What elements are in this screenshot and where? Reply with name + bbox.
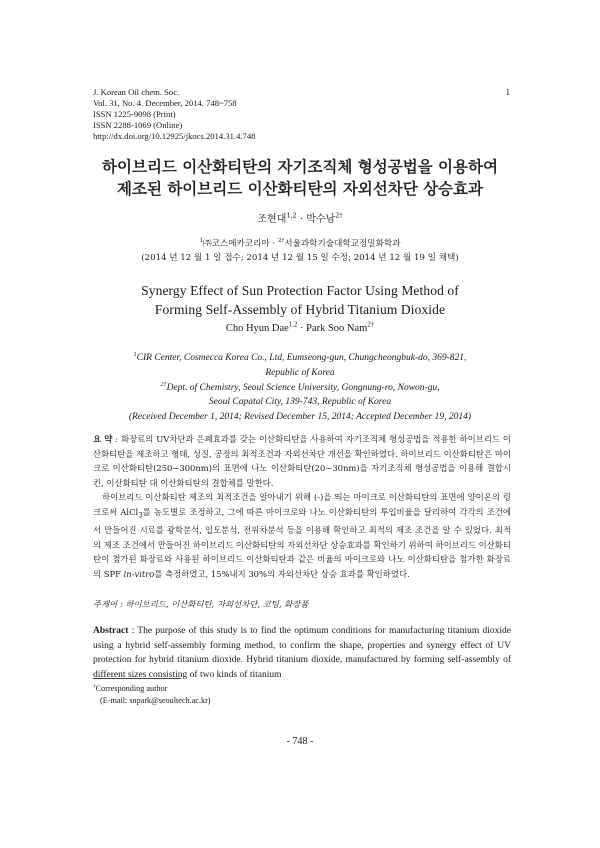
korean-dates: (2014 년 12 월 1 일 접수; 2014 년 12 월 15 일 수정; 2014 년 12 월 19 일 채택) xyxy=(141,252,459,263)
corner-page-number: 1 xyxy=(505,87,510,97)
page-footer-number: - 748 - xyxy=(286,736,314,747)
english-abstract-label: Abstract xyxy=(93,626,129,636)
korean-abstract-label: 요 약 xyxy=(93,434,113,444)
footnote: †Corresponding author (E-mail: snpark@seoultech.ac.kr) xyxy=(93,683,211,705)
korean-affiliations: $^1$㈜코스메카코리아 · $^{2\dagger}$서울과학기술대학교정밀화학과 (2014 년 12 월 1 일 접수; 2014 년 12 월 15 일 수정; 2014 년 12 월 19 일 채택) xyxy=(60,238,540,265)
korean-author-1-sup: 1,2 xyxy=(286,211,297,220)
korean-author-1: 조현대 xyxy=(257,214,287,225)
issn-online: ISSN 2288-1069 (Online) xyxy=(93,120,183,130)
korean-author-2-sup: 2† xyxy=(335,211,343,220)
korean-authors: 조현대$^{1,2}$ · 박수남$^{2\dagger}$ xyxy=(257,211,343,225)
keywords-text: 하이브리드, 이산화티탄, 자외선차단, 코팅, 화장품 xyxy=(125,599,309,609)
korean-abstract-p1: 화장료의 UV차단과 은폐효과를 갖는 이산화티탄을 사용하여 자기조직체 형성공법을 적용한 하이브리드 이산화티탄을 제조하고 형태, 성질, 공정의 최적조건과 자외선차단 개선을 확인하였다. 하이브리드 이산화티탄은 마이크로 이산화티탄(250~300nm)의 표면에 나노 이산화티탄(20~30nm)을 자기조직체 형성공법을 이용해 결합시킨, 이산화티탄 대 이산화티탄의 결합체를 말한다. xyxy=(93,434,511,488)
korean-title-line-1: 하이브리드 이산화티탄의 자기조직체 형성공법을 이용하여 xyxy=(102,157,498,176)
english-affiliation-1-line-2: Republic of Korea xyxy=(265,367,335,378)
journal-volume: Vol. 31, No. 4. December, 2014. 748~758 xyxy=(93,98,237,108)
keywords: 주제어 : 하이브리드, 이산화티탄, 자외선차단, 코팅, 화장품 xyxy=(93,599,309,609)
journal-name: J. Korean Oil chem. Soc. xyxy=(93,87,180,97)
english-affiliation-2-line-2: Seoul Capatal City, 139-743, Republic of Korea xyxy=(208,397,392,408)
english-affiliations: $^1$CIR Center, Cosmecca Korea Co., Ltd, Eumseong-gun, Chungcheongbuk-do, 369-821, Republic of Korea $^{2\dagger}$Dept. of Chemistry, Seoul Science University, Gongnung-ro, Nowon-gu, Seoul Capatal City, 139-743, Republic of Korea (Received December 1, 2014; Revised December 15, 2014; Accepted December 19, 2014) xyxy=(60,351,540,425)
korean-abstract-p2: 하이브리드 이산화티탄 제조의 최적조건을 알아내기 위해 (-)을 띄는 마이크로 이산화티탄의 표면에 양이온의 링크로써 AlCl$_3$를 농도별로 조정하고, 그에 따른 마이크로와 나노 이산화티탄의 투입비율을 달리하여 각각의 조건에서 만들어진 시료를 광학분석, 입도분석, 전위차분석 등을 이용해 확인하고 최적의 제조 조건을 알 수 있었다. 최적의 제조 조건에서 만들어진 하이브리드 이산화티탄의 자외선차단 상승효과를 확인하기 위하여 하이브리드 이산화티탄이 첨가된 화장료와 사용된 하이브리드 이산화티탄과 같은 비율의 마이크로와 나노 이산화티탄을 첨가한 화장료의 SPF in-vitro를 측정하였고, 15%내지 30%의 자외선차단 상승 효과를 확인하였다. xyxy=(93,492,511,580)
korean-title-line-2: 제조된 하이브리드 이산화티탄의 자외선차단 상승효과 xyxy=(117,179,483,198)
english-abstract: Abstract : The purpose of this study is to find the optimum conditions for manufacturing titanium dioxide using a hybrid self-assembly forming method, to confirm the shape, properties and synergy effect of UV protection for hybrid titanium dioxide. Hybrid titanium dioxide, manufactured by forming self-assembly of different sizes consisting of two kinds of titanium xyxy=(93,626,512,680)
footnote-divider xyxy=(93,678,181,679)
english-title xyxy=(60,281,540,319)
doi-link[interactable]: http://dx.doi.org/10.12925/jkocs.2014.31.4.748 xyxy=(93,131,256,141)
english-dates: (Received December 1, 2014; Revised December 15, 2014; Accepted December 19, 2014) xyxy=(128,412,472,423)
korean-abstract: 요 약 : 화장료의 UV차단과 은폐효과를 갖는 이산화티탄을 사용하여 자기조직체 형성공법을 적용한 하이브리드 이산화티탄을 제조하고 형태, 성질, 공정의 최적조건과 자외선차단 개선을 확인하였다. 하이브리드 이산화티탄은 마이크로 이산화티탄(250~300nm)의 표면에 나노 이산화티탄(20~30nm)을 자기조직체 형성공법을 이용해 결합시킨, 이산화티탄 대 이산화티탄의 결합체를 말한다. 하이브리드 이산화티탄 제조의 최적조건을 알아내기 위해 (-)을 띄는 마이크로 이산화티탄의 표면에 양이온의 링크로써 AlCl$_3$를 농도별로 조정하고, 그에 따른 마이크로와 나노 이산화티탄의 투입비율을 달리하여 각각의 조건에서 만들어진 시료를 광학분석, 입도분석, 전위차분석 등을 이용해 확인하고 최적의 제조 조건을 알 수 있었다. 최적의 제조 조건에서 만들어진 하이브리드 이산화티탄의 자외선차단 상승효과를 확인하기 위하여 하이브리드 이산화티탄이 첨가된 화장료와 사용된 하이브리드 이산화티탄과 같은 비율의 마이크로와 나노 이산화티탄을 첨가한 화장료의 SPF in-vitro를 측정하였고, 15%내지 30%의 자외선차단 상승 효과를 확인하였다. xyxy=(93,432,511,582)
english-author-1: Cho Hyun Dae xyxy=(225,323,289,334)
footnote-label: Corresponding author xyxy=(95,684,168,693)
english-abstract-text: The purpose of this study is to find the optimum conditions for manufacturing titanium dioxide using a hybrid self-assembly forming method, to confirm the shape, properties and synergy effect of UV protection for hybrid titanium dioxide. Hybrid titanium dioxide, manufactured by forming self-assembly of different sizes consisting of two kinds of titanium xyxy=(93,626,512,680)
english-authors: Cho Hyun Dae$^{1,2}$ · Park Soo Nam$^{2\dagger}$ xyxy=(225,321,375,334)
english-author-2: Park Soo Nam xyxy=(306,323,368,334)
korean-author-2: 박수남 xyxy=(306,214,336,225)
english-affiliation-1-line-1: CIR Center, Cosmecca Korea Co., Ltd, Eumseong-gun, Chungcheongbuk-do, 369-821, xyxy=(136,353,467,363)
journal-header xyxy=(93,87,255,142)
issn-print: ISSN 1225-9098 (Print) xyxy=(93,109,176,119)
english-title-line-2: Forming Self-Assembly of Hybrid Titanium Dioxide xyxy=(154,302,446,317)
korean-title xyxy=(60,156,540,200)
korean-affiliation-1: ㈜코스메카코리아 · xyxy=(203,239,278,249)
footnote-email[interactable]: (E-mail: snpark@seoultech.ac.kr) xyxy=(100,695,211,705)
english-affiliation-2-line-1: Dept. of Chemistry, Seoul Science University, Gongnung-ro, Nowon-gu, xyxy=(166,382,440,393)
korean-affiliation-2: 서울과학기술대학교정밀화학과 xyxy=(284,239,401,249)
english-title-line-1: Synergy Effect of Sun Protection Factor Using Method of xyxy=(141,283,459,298)
keywords-label: 주제어 xyxy=(93,599,118,609)
